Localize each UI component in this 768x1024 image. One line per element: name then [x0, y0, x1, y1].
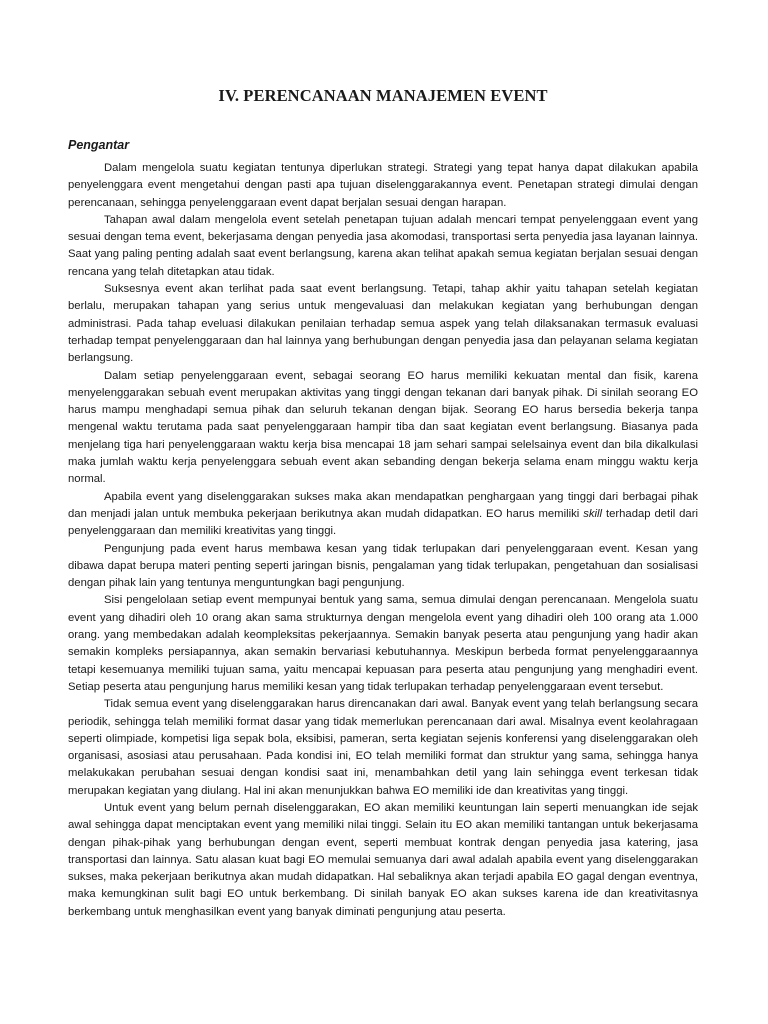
document-page [68, 86, 698, 921]
paragraph-6: Pengunjung pada event harus membawa kesan yang tidak terlupakan dari penyelenggaraan event. Kesan yang dibawa dapat berupa materi penting seperti jaringan bisnis, pengalaman yang tidak terlupakan, pengetahuan dan sosialisasi dengan pihak lain yang tentunya menguntungkan bagi pengunjung. [68, 542, 698, 590]
paragraph-3: Suksesnya event akan terlihat pada saat event berlangsung. Tetapi, tahap akhir yaitu tahapan setelah kegiatan berlalu, merupakan tahapan yang serius untuk mengevaluasi dan melakukan kegiatan yang berhubungan dengan administrasi. Pada tahap eveluasi dilakukan penilaian terhadap semua aspek yang telah dilaksanakan termasuk evaluasi terhadap tempat penyelenggaraan dan hal lainnya yang berhubungan dengan penyedia jasa dan pelayanan selama kegiatan berlangsung. [68, 283, 698, 365]
paragraph-1: Dalam mengelola suatu kegiatan tentunya diperlukan strategi. Strategi yang tepat hanya dapat dilakukan apabila penyelenggara event mengetahui dengan pasti apa tujuan diselenggarakannya event. Penetapan strategi dimulai dengan perencanaan, sehingga penyelenggaraan event dapat berjalan sesuai dengan harapan. [68, 162, 698, 209]
paragraph-9: Untuk event yang belum pernah diselenggarakan, EO akan memiliki keuntungan lain seperti menuangkan ide sejak awal sehingga dapat menciptakan event yang memiliki nilai tinggi. Selain itu EO akan memiliki tantangan untuk bekerjasama dengan pihak-pihak yang berhubungan dengan event, seperti membuat kontrak dengan penyedia jasa katering, jasa transportasi dan lainnya. Satu alasan kuat bagi EO memulai semuanya dari awal adalah apabila event yang diselenggarakan sukses, maka pekerjaan berikutnya akan mudah didapatkan. Hal sebaliknya akan terjadi apabila EO gagal dengan eventnya, maka kemungkinan sulit bagi EO untuk berkembang. Di sinilah banyak EO akan sukses karena ide dan kreativitasnya berkembang untuk menghasilkan event yang banyak diminati pengunjung atau peserta. [68, 801, 698, 918]
chapter-title: IV. PERENCANAAN MANAJEMEN EVENT [218, 86, 548, 105]
paragraph-7: Sisi pengelolaan setiap event mempunyai bentuk yang sama, semua dimulai dengan perencanaan. Mengelola suatu event yang dihadiri oleh 10 orang akan sama strukturnya dengan mengelola event yang dihadiri oleh 100 orang ata 1.000 orang. yang membedakan adalah keompleksitas pekerjaannya. Semakin banyak peserta atau pengunjung yang hadir akan semakin kompleks persiapannya, akan semakin bervariasi kebutuhannya. Meskipun berbeda format penyelenggaraannya tetapi kesemuanya memiliki tujuan sama, yaitu mencapai kepuasan para peserta atau pengunjung yang menghadiri event. Setiap peserta atau pengunjung harus memiliki kesan yang tidak terlupakan terhadap penyelenggaraan event tersebut. [68, 594, 698, 693]
paragraph-8: Tidak semua event yang diselenggarakan harus direncanakan dari awal. Banyak event yang telah berlangsung secara periodik, sehingga telah memiliki format dasar yang tidak memerlukan perencanaan dari awal. Misalnya event keolahragaan seperti olimpiade, kompetisi liga sepak bola, eksibisi, pameran, serta kegiatan sejenis konferensi yang diselenggarakan oleh organisasi, asosiasi atau perusahaan. Pada kondisi ini, EO telah memiliki format dan struktur yang sama, sehingga hanya melakukakan perubahan sesuai dengan kondisi saat ini, menambahkan detil yang lain sehingga event terkesan tidak merupakan kegiatan yang diulang. Hal ini akan menunjukkan bahwa EO memiliki ide dan kreativitas yang tinggi. [68, 698, 698, 797]
paragraph-2: Tahapan awal dalam mengelola event setelah penetapan tujuan adalah mencari tempat penyelenggaan event yang sesuai dengan tema event, bekerjasama dengan penyedia jasa akomodasi, transportasi serta penyedia jasa layanan lainnya. Saat yang paling penting adalah saat event berlangsung, karena akan telihat apakah semua kegiatan berjalan sesuai dengan rencana yang telah ditetapkan atau tidak. [68, 213, 698, 278]
italic-term: skill [583, 507, 603, 520]
paragraph-5: Apabila event yang diselenggarakan sukses maka akan mendapatkan penghargaan yang tinggi dari berbagai pihak dan menjadi jalan untuk membuka pekerjaan berikutnya akan mudah didapatkan. EO harus memiliki skill terhadap detil dari penyelenggaraan dan memiliki kreativitas yang tinggi. [68, 490, 698, 538]
paragraph-4: Dalam setiap penyelenggaraan event, sebagai seorang EO harus memiliki kekuatan mental dan fisik, karena menyelenggarakan sebuah event merupakan aktivitas yang tinggi dengan tekanan dari banyak pihak. Di sinilah seorang EO harus mampu menghadapi semua pihak dan seluruh tekanan dengan bijak. Seorang EO harus bersedia bekerja tanpa mengenal waktu terutama pada saat penyelenggaraan hampir tiba dan saat kegiatan event berlangsung. Biasanya pada menjelang tiga hari penyelenggaraan waktu kerja bisa mencapai 18 jam sehari sampai selelsainya event dan bila dikalkulasi maka jumlah waktu kerja penyelenggara sebuah event akan sebanding dengan bekerja selama enam minggu waktu kerja normal. [68, 369, 698, 486]
section-heading: Pengantar [68, 138, 130, 152]
